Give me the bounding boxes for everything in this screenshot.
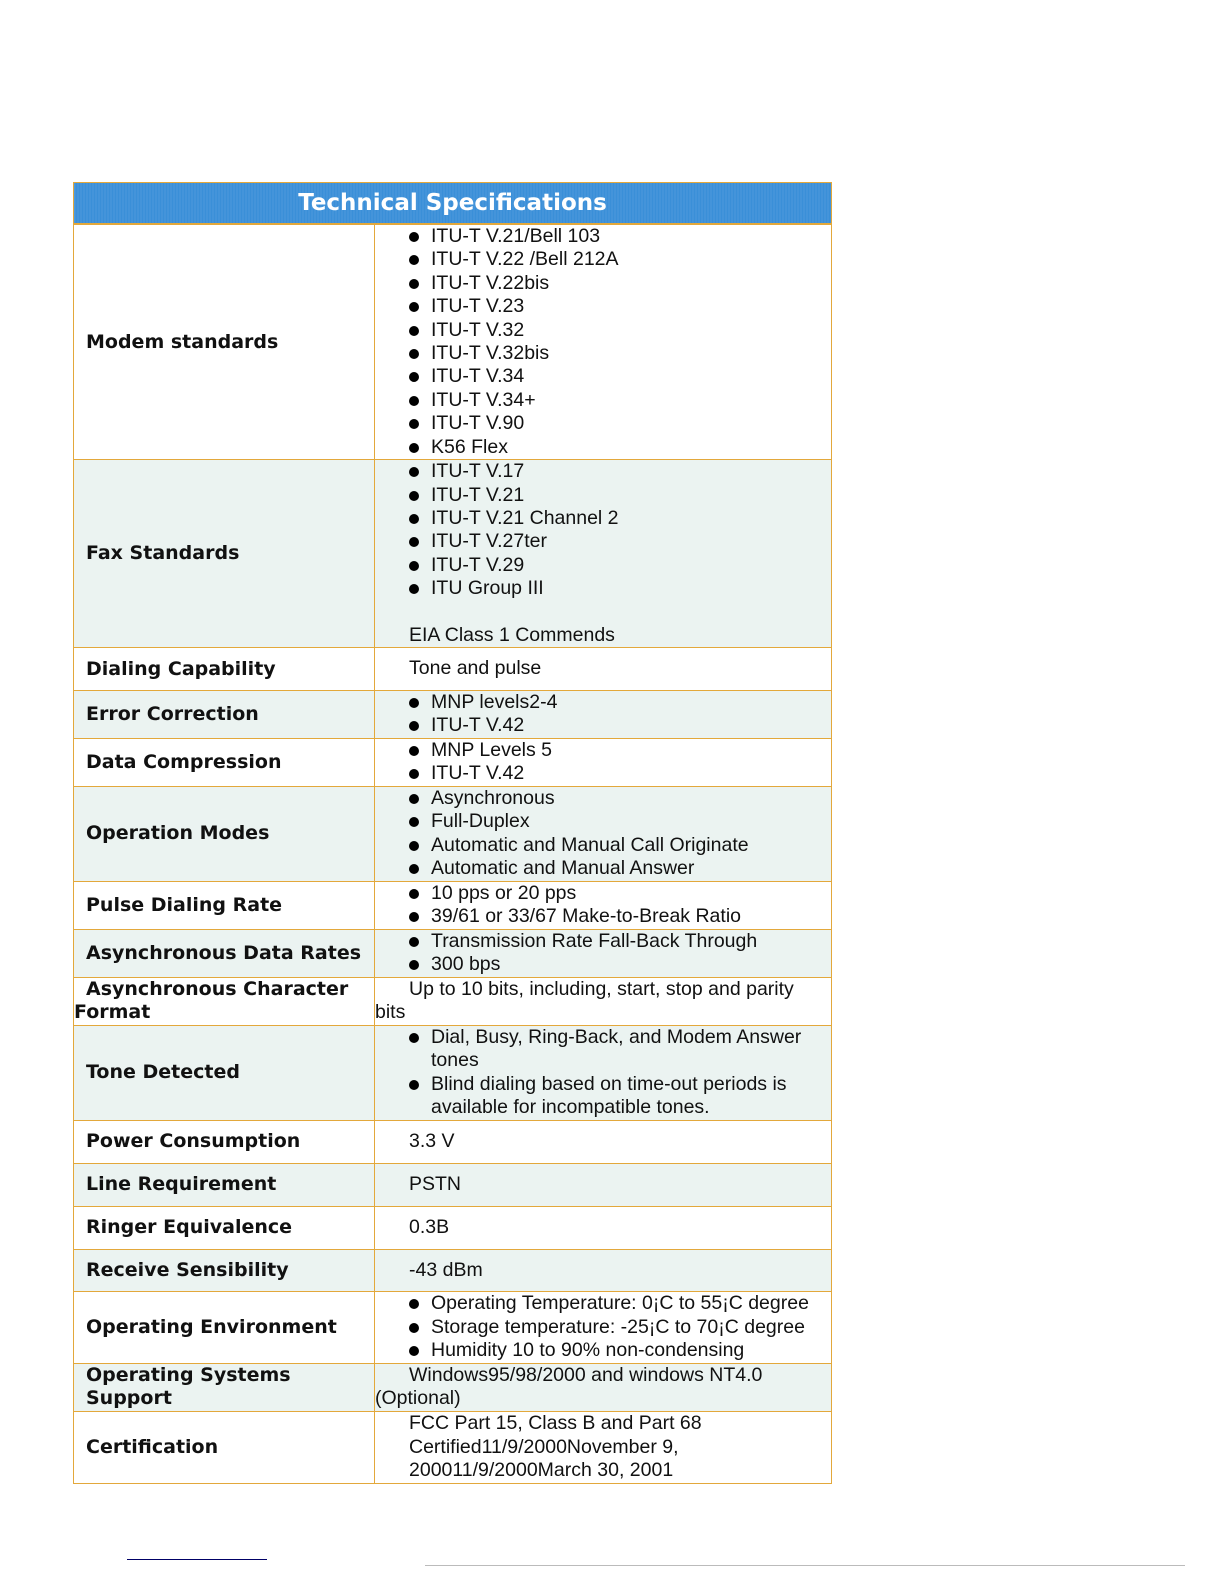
spec-value <box>375 929 832 977</box>
bullet-item: ITU-T V.34 <box>375 365 831 388</box>
spec-row-power-consumption <box>74 1120 832 1163</box>
bullet-item: ITU-T V.32bis <box>375 342 831 365</box>
bullet-item: ITU-T V.42 <box>375 762 831 785</box>
bullet-list <box>375 1026 831 1120</box>
bullet-item: ITU-T V.21/Bell 103 <box>375 225 831 248</box>
spec-label: Asynchronous Data Rates <box>74 929 375 977</box>
bullet-list <box>375 930 831 977</box>
spec-row-tone-detected <box>74 1025 832 1120</box>
bullet-item: MNP levels2-4 <box>375 691 831 714</box>
bullet-item: ITU-T V.27ter <box>375 530 831 553</box>
bullet-list <box>375 787 831 881</box>
bullet-item: MNP Levels 5 <box>375 739 831 762</box>
spec-label: Receive Sensibility <box>74 1249 375 1291</box>
spec-value <box>375 224 832 460</box>
spec-value <box>375 691 832 739</box>
spec-value <box>375 977 832 1025</box>
spec-value <box>375 1025 832 1120</box>
spec-line: Certified11/9/2000November 9, <box>409 1435 679 1458</box>
spec-row-pulse-dialing-rate <box>74 881 832 929</box>
spec-text: 0.3B <box>409 1216 450 1239</box>
bullet-item: ITU-T V.32 <box>375 319 831 342</box>
spec-row-dialing-capability <box>74 648 832 691</box>
spec-row-error-correction <box>74 691 832 739</box>
spec-value <box>375 881 832 929</box>
bullet-item: Dial, Busy, Ring-Back, and Modem Answer tones <box>375 1026 831 1073</box>
spec-label: Operating Systems Support <box>74 1363 375 1411</box>
bullet-item: ITU-T V.34+ <box>375 389 831 412</box>
bullet-item: ITU-T V.17 <box>375 460 831 483</box>
table-title: Technical Specifications <box>74 183 832 225</box>
bullet-item: 300 bps <box>375 953 831 976</box>
spec-label: Ringer Equivalence <box>74 1206 375 1249</box>
spec-label: Dialing Capability <box>74 648 375 691</box>
spec-row-modem-standards <box>74 224 832 460</box>
spec-value <box>375 1163 832 1206</box>
spec-row-asynchronous-data-rates <box>74 929 832 977</box>
footer-rule-right <box>425 1565 1185 1566</box>
spec-value <box>375 1291 832 1363</box>
spec-label: Power Consumption <box>74 1120 375 1163</box>
spec-row-asynchronous-character-format <box>74 977 832 1025</box>
spec-value <box>375 738 832 786</box>
spec-label: Asynchronous Character Format <box>74 977 375 1025</box>
bullet-list <box>375 1292 831 1362</box>
bullet-item: ITU-T V.23 <box>375 295 831 318</box>
bullet-item: 10 pps or 20 pps <box>375 882 831 905</box>
spec-label: Pulse Dialing Rate <box>74 881 375 929</box>
spec-value <box>375 1206 832 1249</box>
bullet-item: Transmission Rate Fall-Back Through <box>375 930 831 953</box>
spec-value <box>375 1411 832 1483</box>
spec-value <box>375 460 832 648</box>
bullet-item: Humidity 10 to 90% non-condensing <box>375 1339 831 1362</box>
bullet-item: Automatic and Manual Call Originate <box>375 834 831 857</box>
spec-row-line-requirement <box>74 1163 832 1206</box>
spec-line: FCC Part 15, Class B and Part 68 <box>409 1412 702 1435</box>
spec-row-data-compression <box>74 738 832 786</box>
spec-note: EIA Class 1 Commends <box>409 623 615 646</box>
bullet-item: K56 Flex <box>375 436 831 459</box>
technical-specifications-table <box>73 182 832 1484</box>
spec-value <box>375 1120 832 1163</box>
spec-label: Error Correction <box>74 691 375 739</box>
spec-value <box>375 786 832 881</box>
spec-label: Operation Modes <box>74 786 375 881</box>
spec-text: PSTN <box>409 1173 462 1196</box>
spec-text: -43 dBm <box>409 1258 483 1281</box>
bullet-item: Storage temperature: -25¡C to 70¡C degree <box>375 1316 831 1339</box>
spec-label: Modem standards <box>74 224 375 460</box>
bullet-item: Blind dialing based on time-out periods is available for incompatible tones. <box>375 1073 831 1120</box>
bullet-list <box>375 691 831 738</box>
spec-row-fax-standards <box>74 460 832 648</box>
bullet-item: 39/61 or 33/67 Make-to-Break Ratio <box>375 905 831 928</box>
bullet-list <box>375 460 831 600</box>
spec-label: Fax Standards <box>74 460 375 648</box>
bullet-list <box>375 225 831 459</box>
bullet-item: ITU-T V.29 <box>375 554 831 577</box>
spec-row-operating-systems-support <box>74 1363 832 1411</box>
spec-row-certification <box>74 1411 832 1483</box>
spec-label: Operating Environment <box>74 1291 375 1363</box>
bullet-item: Full-Duplex <box>375 810 831 833</box>
bullet-item: ITU-T V.22bis <box>375 272 831 295</box>
spec-value <box>375 648 832 691</box>
bullet-list <box>375 882 831 929</box>
spec-line: 200011/9/2000March 30, 2001 <box>409 1459 674 1482</box>
bullet-item: ITU-T V.21 <box>375 484 831 507</box>
bullet-item: Automatic and Manual Answer <box>375 857 831 880</box>
spec-value <box>375 1249 832 1291</box>
bullet-item: Asynchronous <box>375 787 831 810</box>
spec-row-operating-environment <box>74 1291 832 1363</box>
bullet-item: Operating Temperature: 0¡C to 55¡C degree <box>375 1292 831 1315</box>
spec-row-operation-modes <box>74 786 832 881</box>
spec-row-ringer-equivalence <box>74 1206 832 1249</box>
spec-label: Certification <box>74 1411 375 1483</box>
spec-text: Windows95/98/2000 and windows NT4.0 (Optional) <box>375 1363 763 1410</box>
bullet-list <box>375 739 831 786</box>
bullet-item: ITU-T V.21 Channel 2 <box>375 507 831 530</box>
spec-row-receive-sensibility <box>74 1249 832 1291</box>
spec-label: Line Requirement <box>74 1163 375 1206</box>
spec-text: Up to 10 bits, including, start, stop and parity bits <box>375 977 794 1024</box>
footer-rule-left <box>127 1559 267 1560</box>
bullet-item: ITU Group III <box>375 577 831 600</box>
bullet-item: ITU-T V.22 /Bell 212A <box>375 248 831 271</box>
spec-value <box>375 1363 832 1411</box>
bullet-item: ITU-T V.42 <box>375 714 831 737</box>
spec-label: Tone Detected <box>74 1025 375 1120</box>
spec-text: 3.3 V <box>409 1130 455 1153</box>
spec-label: Data Compression <box>74 738 375 786</box>
spec-text: Tone and pulse <box>409 657 542 680</box>
bullet-item: ITU-T V.90 <box>375 412 831 435</box>
